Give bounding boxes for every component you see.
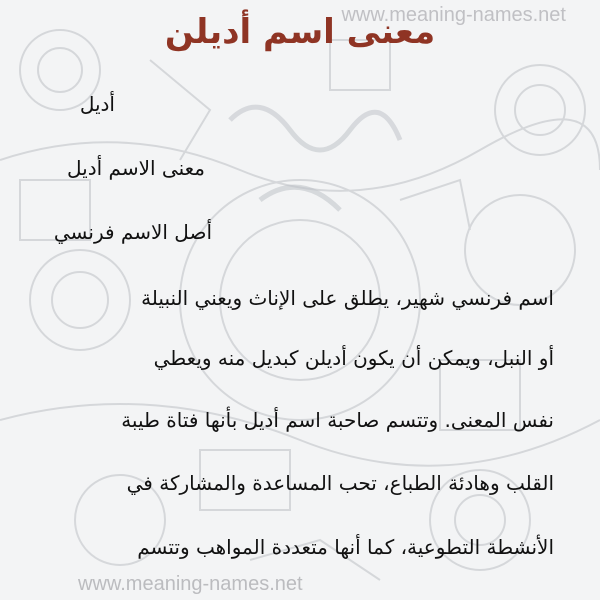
origin-line: أصل الاسم فرنسي [53, 220, 212, 244]
paragraph-line: نفس المعنى. وتتسم صاحبة اسم أديل بأنها فتاة طيبة [121, 408, 554, 432]
paragraph-line: أو النبل، ويمكن أن يكون أديلن كبديل منه ويعطي [153, 346, 554, 370]
watermark-bottom: www.meaning-names.net [78, 573, 303, 595]
page-title: معنى اسم أديلن [164, 12, 436, 52]
paragraph-line: اسم فرنسي شهير، يطلق على الإناث ويعني النبيلة [141, 286, 554, 310]
meaning-line: معنى الاسم أديل [67, 156, 205, 180]
watermark-top: www.meaning-names.net [341, 4, 566, 26]
paragraph-line: القلب وهادئة الطباع، تحب المساعدة والمشاركة في [126, 471, 554, 495]
paragraph-line: الأنشطة التطوعية، كما أنها متعددة المواهب وتتسم [137, 535, 554, 559]
name-line: أديل [79, 92, 115, 116]
